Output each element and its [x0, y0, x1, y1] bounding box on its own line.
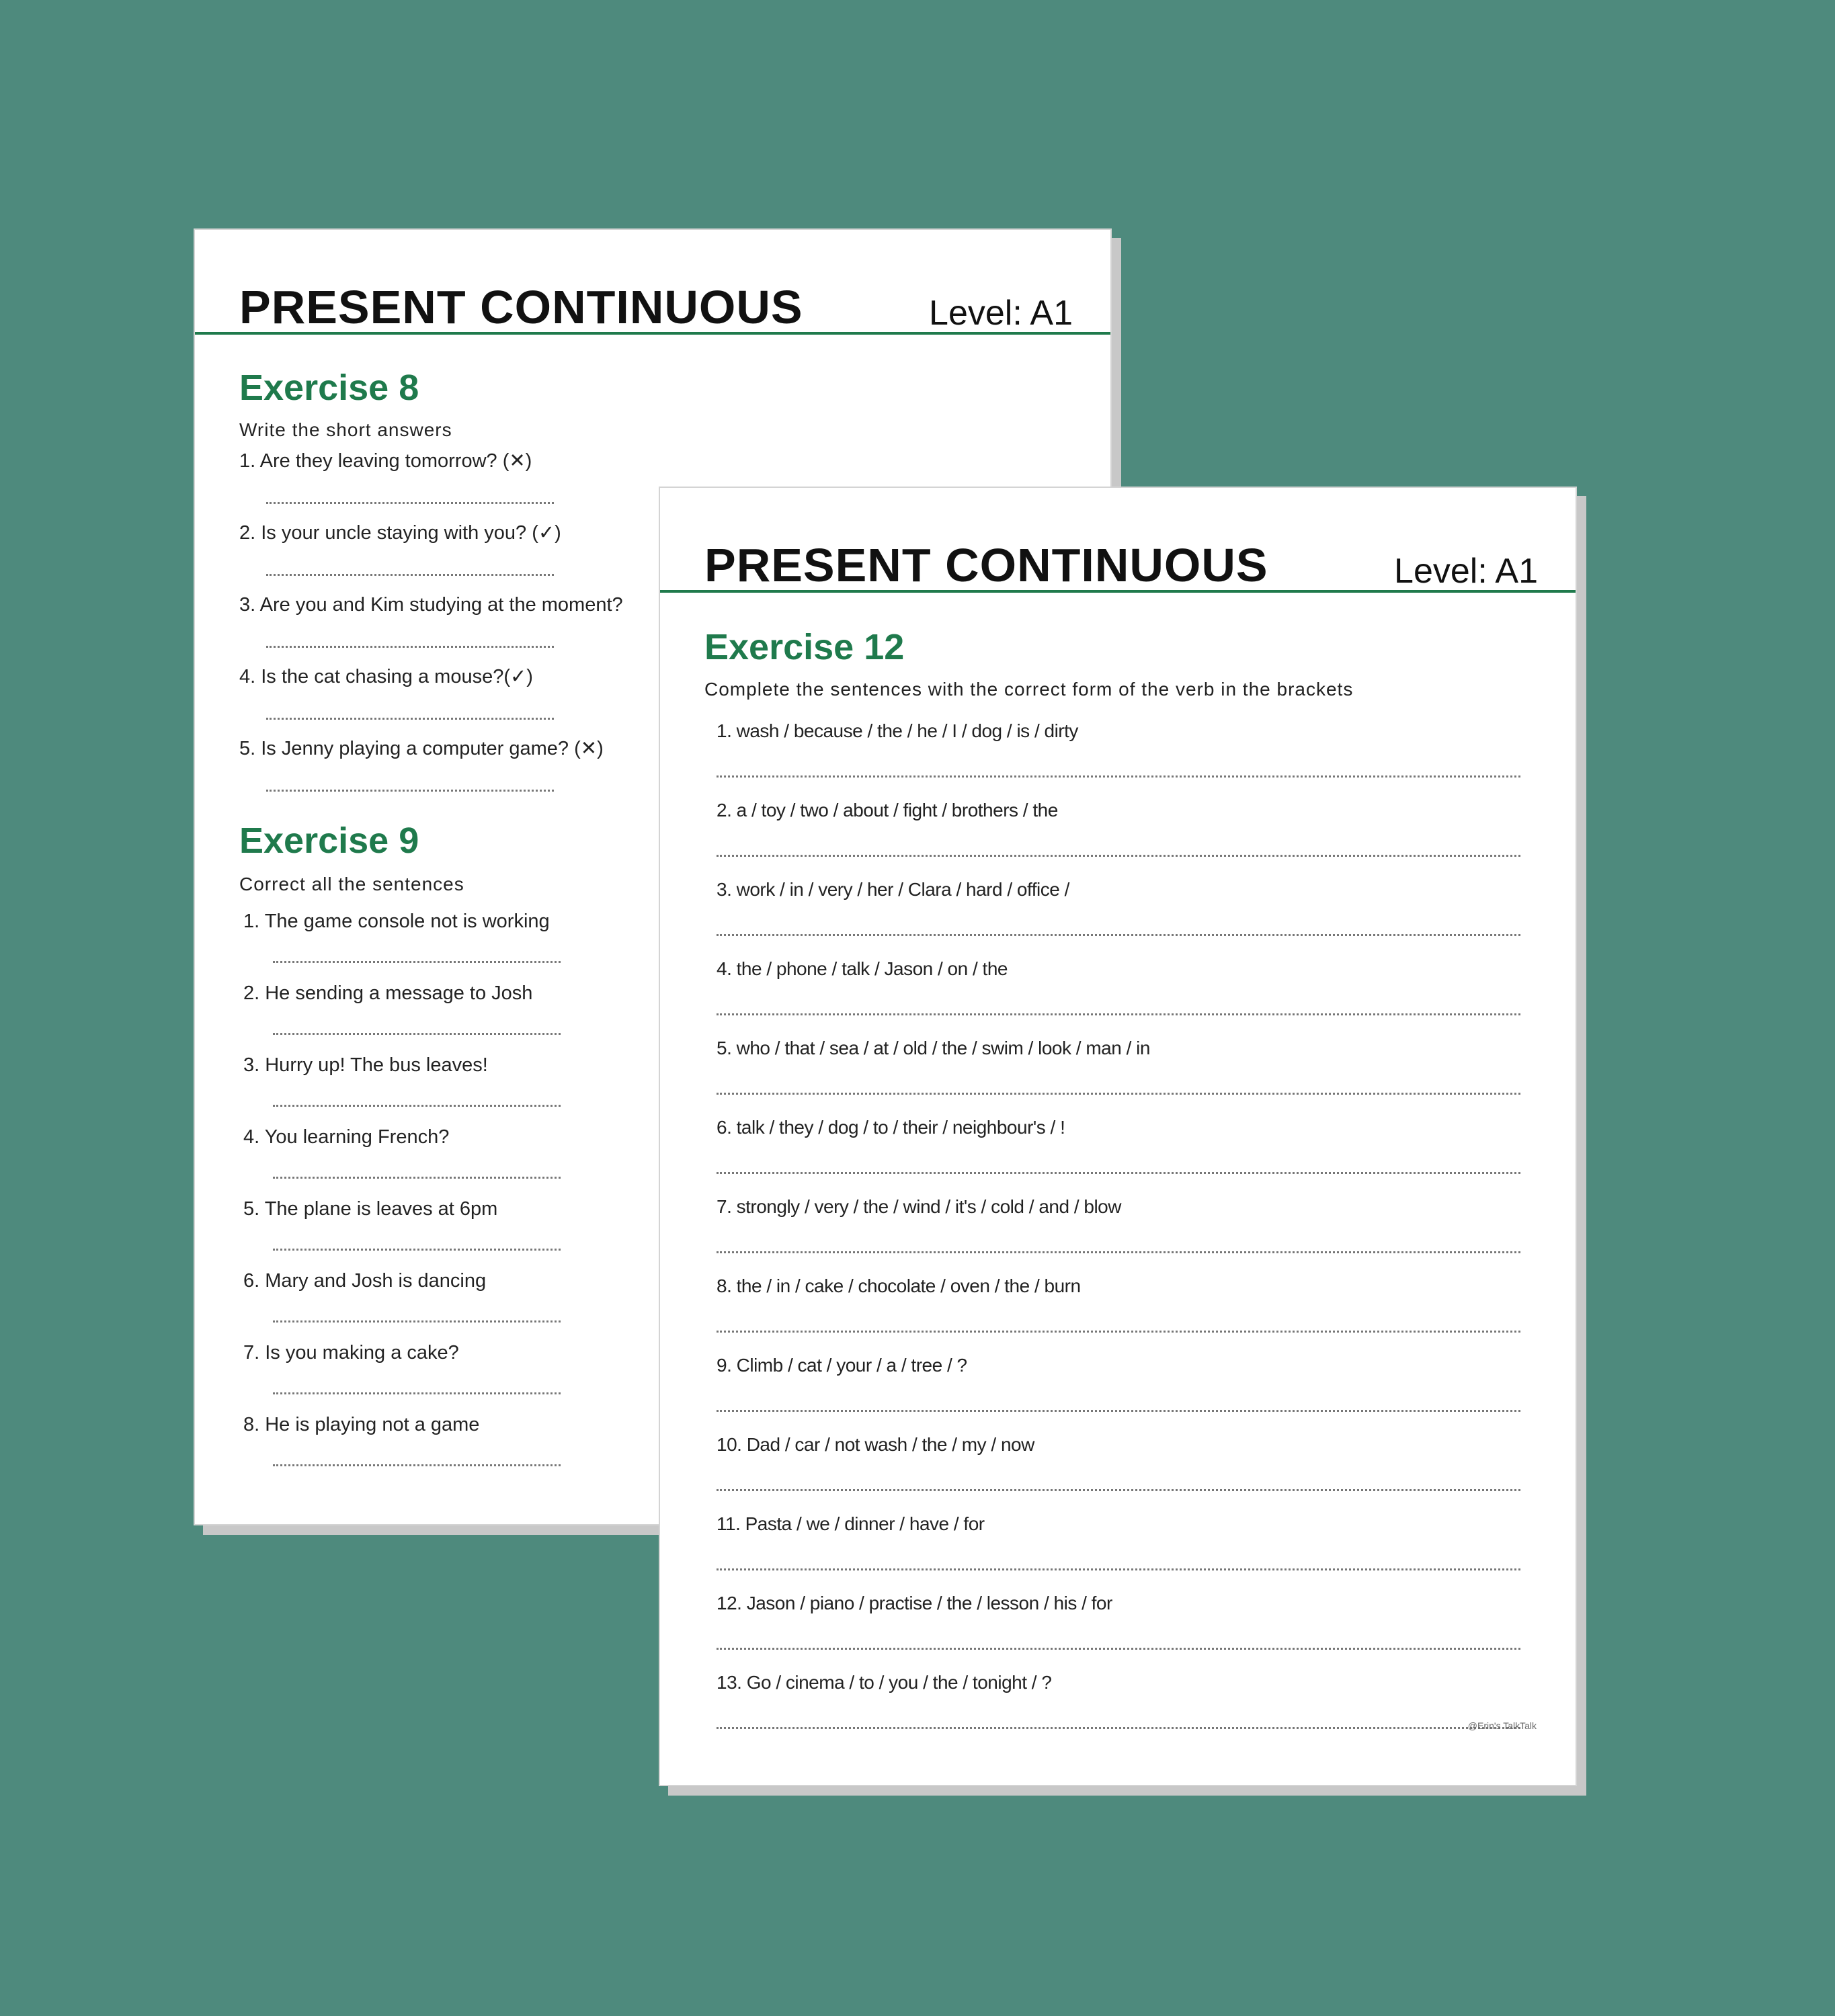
exercise-9-item-8: 8. He is playing not a game	[243, 1414, 480, 1435]
exercise-9-title: Exercise 9	[239, 821, 419, 861]
exercise-12-item-5: 5. who / that / sea / at / old / the / swim / look / man / in	[717, 1038, 1150, 1058]
answer-line[interactable]	[273, 1249, 561, 1251]
exercise-12-instruction: Complete the sentences with the correct form of the verb in the brackets	[704, 679, 1354, 700]
exercise-12-item-11: 11. Pasta / we / dinner / have / for	[717, 1513, 985, 1534]
answer-line[interactable]	[717, 1251, 1520, 1253]
worksheet-title: PRESENT CONTINUOUS	[704, 539, 1268, 591]
exercise-9-item-1: 1. The game console not is working	[243, 911, 550, 932]
exercise-12-item-12: 12. Jason / piano / practise / the / lesson / his / for	[717, 1593, 1112, 1613]
exercise-12-item-8: 8. the / in / cake / chocolate / oven / the / burn	[717, 1275, 1081, 1296]
answer-line[interactable]	[717, 1172, 1520, 1174]
answer-line[interactable]	[273, 1392, 561, 1394]
answer-line[interactable]	[717, 1727, 1520, 1729]
exercise-9-item-4: 4. You learning French?	[243, 1126, 450, 1148]
exercise-9-item-5: 5. The plane is leaves at 6pm	[243, 1198, 498, 1220]
exercise-9-item-7: 7. Is you making a cake?	[243, 1342, 459, 1363]
exercise-8-item-5: 5. Is Jenny playing a computer game? (✕)	[239, 738, 604, 759]
worksheet-front	[659, 487, 1577, 1786]
watermark: @Erin's TalkTalk	[1467, 1720, 1537, 1731]
answer-line[interactable]	[266, 502, 554, 504]
answer-line[interactable]	[717, 1093, 1520, 1095]
answer-line[interactable]	[717, 1568, 1520, 1570]
answer-line[interactable]	[273, 1177, 561, 1179]
worksheet-header	[660, 488, 1576, 593]
worksheet-header	[195, 230, 1110, 335]
worksheet-level: Level: A1	[929, 294, 1073, 333]
exercise-12-item-13: 13. Go / cinema / to / you / the / tonight / ?	[717, 1672, 1052, 1693]
answer-line[interactable]	[717, 1410, 1520, 1412]
exercise-12-title: Exercise 12	[704, 627, 905, 667]
exercise-12-item-2: 2. a / toy / two / about / fight / brothers / the	[717, 800, 1058, 821]
exercise-9-item-6: 6. Mary and Josh is dancing	[243, 1270, 487, 1292]
answer-line[interactable]	[266, 790, 554, 792]
exercise-12-item-7: 7. strongly / very / the / wind / it's / cold / and / blow	[717, 1196, 1121, 1217]
exercise-8-item-2: 2. Is your uncle staying with you? (✓)	[239, 522, 561, 544]
answer-line[interactable]	[273, 1033, 561, 1035]
exercise-12-item-10: 10. Dad / car / not wash / the / my / now	[717, 1434, 1034, 1455]
exercise-8-instruction: Write the short answers	[239, 419, 452, 440]
exercise-8-item-1: 1. Are they leaving tomorrow? (✕)	[239, 450, 532, 472]
answer-line[interactable]	[717, 1648, 1520, 1650]
answer-line[interactable]	[717, 1489, 1520, 1491]
answer-line[interactable]	[717, 855, 1520, 857]
answer-line[interactable]	[266, 718, 554, 720]
answer-line[interactable]	[717, 1013, 1520, 1015]
worksheet-level: Level: A1	[1394, 552, 1538, 591]
answer-line[interactable]	[717, 1331, 1520, 1333]
answer-line[interactable]	[266, 646, 554, 648]
exercise-8-title: Exercise 8	[239, 368, 419, 408]
exercise-12-item-6: 6. talk / they / dog / to / their / neighbour's / !	[717, 1117, 1065, 1138]
answer-line[interactable]	[273, 1105, 561, 1107]
answer-line[interactable]	[273, 961, 561, 963]
exercise-12-item-9: 9. Climb / cat / your / a / tree / ?	[717, 1355, 967, 1376]
exercise-8-item-3: 3. Are you and Kim studying at the moment?	[239, 594, 623, 616]
exercise-9-item-2: 2. He sending a message to Josh	[243, 982, 533, 1004]
exercise-9-instruction: Correct all the sentences	[239, 874, 464, 894]
exercise-12-item-3: 3. work / in / very / her / Clara / hard / office /	[717, 879, 1069, 900]
answer-line[interactable]	[273, 1464, 561, 1466]
exercise-12-item-4: 4. the / phone / talk / Jason / on / the	[717, 958, 1008, 979]
answer-line[interactable]	[717, 775, 1520, 778]
answer-line[interactable]	[266, 574, 554, 576]
exercise-9-item-3: 3. Hurry up! The bus leaves!	[243, 1054, 488, 1076]
exercise-12-item-1: 1. wash / because / the / he / I / dog / is / dirty	[717, 720, 1078, 741]
exercise-8-item-4: 4. Is the cat chasing a mouse?(✓)	[239, 666, 533, 687]
answer-line[interactable]	[717, 934, 1520, 936]
worksheet-title: PRESENT CONTINUOUS	[239, 281, 803, 333]
answer-line[interactable]	[273, 1320, 561, 1322]
